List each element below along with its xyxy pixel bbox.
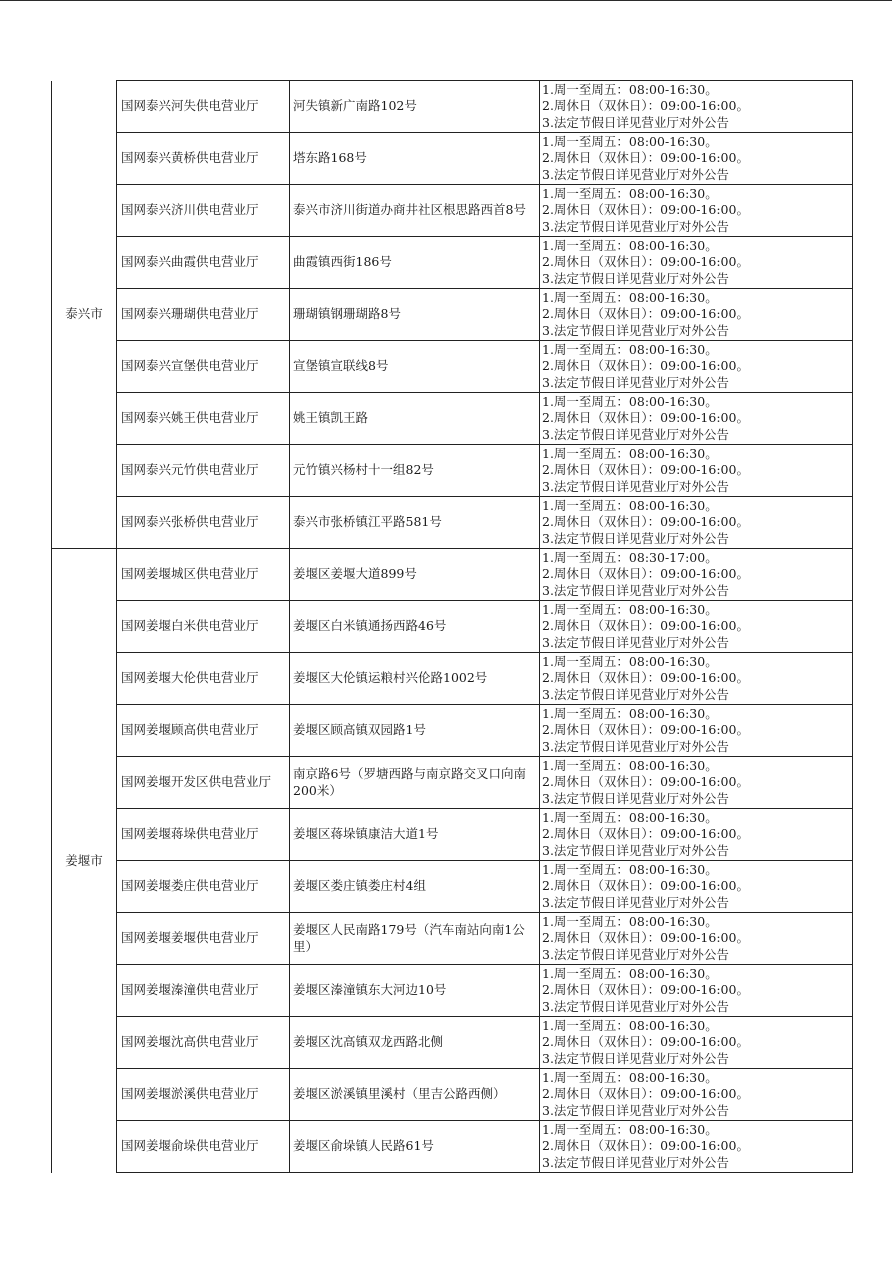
hours-cell	[540, 445, 853, 497]
service-hall-table	[51, 80, 853, 1173]
hours-line: 3.法定节假日详见营业厅对外公告	[542, 166, 729, 182]
hours-cell	[540, 341, 853, 393]
hall-name-cell: 国网姜堰溱潼供电营业厅	[117, 965, 290, 1017]
hours-line: 1.周一至周五：08:00-16:30。	[542, 237, 718, 253]
table-row	[52, 965, 853, 1017]
hours-line: 2.周休日（双休日）：09:00-16:00。	[542, 930, 749, 946]
hall-name-cell: 国网姜堰城区供电营业厅	[117, 549, 290, 601]
hours-line: 1.周一至周五：08:00-16:30。	[542, 757, 718, 773]
hours-line: 2.周休日（双休日）：09:00-16:00。	[542, 878, 749, 894]
hall-name-cell: 国网姜堰顾高供电营业厅	[117, 705, 290, 757]
address-cell: 姜堰区人民南路179号（汽车南站向南1公里）	[290, 913, 540, 965]
hall-name-cell: 国网姜堰白米供电营业厅	[117, 601, 290, 653]
table-row	[52, 1121, 853, 1173]
address-cell: 姜堰区淤溪镇里溪村（里吉公路西侧）	[290, 1069, 540, 1121]
hours-line: 3.法定节假日详见营业厅对外公告	[542, 218, 729, 234]
hours-line: 3.法定节假日详见营业厅对外公告	[542, 998, 729, 1014]
hours-line: 1.周一至周五：08:00-16:30。	[542, 809, 718, 825]
hours-line: 3.法定节假日详见营业厅对外公告	[542, 634, 729, 650]
hours-cell	[540, 601, 853, 653]
hours-line: 3.法定节假日详见营业厅对外公告	[542, 894, 729, 910]
hours-line: 2.周休日（双休日）：09:00-16:00。	[542, 1138, 749, 1154]
hours-line: 3.法定节假日详见营业厅对外公告	[542, 322, 729, 338]
hall-name-cell: 国网姜堰姜堰供电营业厅	[117, 913, 290, 965]
hall-name-cell: 国网姜堰开发区供电营业厅	[117, 757, 290, 809]
hours-cell	[540, 289, 853, 341]
hall-name-cell: 国网姜堰俞垛供电营业厅	[117, 1121, 290, 1173]
hours-line: 1.周一至周五：08:00-16:30。	[542, 445, 718, 461]
hours-cell	[540, 1069, 853, 1121]
hall-name-cell: 国网姜堰大伦供电营业厅	[117, 653, 290, 705]
table-row	[52, 497, 853, 549]
hours-cell	[540, 913, 853, 965]
hours-line: 3.法定节假日详见营业厅对外公告	[542, 530, 729, 546]
table-row	[52, 445, 853, 497]
hours-line: 3.法定节假日详见营业厅对外公告	[542, 478, 729, 494]
hours-line: 2.周休日（双休日）：09:00-16:00。	[542, 98, 749, 114]
hours-line: 1.周一至周五：08:00-16:30。	[542, 913, 718, 929]
hours-line: 3.法定节假日详见营业厅对外公告	[542, 842, 729, 858]
hours-line: 2.周休日（双休日）：09:00-16:00。	[542, 202, 749, 218]
hall-name-cell: 国网泰兴元竹供电营业厅	[117, 445, 290, 497]
hours-line: 2.周休日（双休日）：09:00-16:00。	[542, 462, 749, 478]
address-cell: 曲霞镇西街186号	[290, 237, 540, 289]
hall-name-cell: 国网泰兴张桥供电营业厅	[117, 497, 290, 549]
address-cell: 姜堰区沈高镇双龙西路北侧	[290, 1017, 540, 1069]
hall-name-cell: 国网姜堰淤溪供电营业厅	[117, 1069, 290, 1121]
hours-line: 2.周休日（双休日）：09:00-16:00。	[542, 774, 749, 790]
hours-line: 3.法定节假日详见营业厅对外公告	[542, 426, 729, 442]
table-row	[52, 705, 853, 757]
hours-line: 1.周一至周五：08:00-16:30。	[542, 81, 718, 97]
hall-name-cell: 国网泰兴济川供电营业厅	[117, 185, 290, 237]
hours-line: 1.周一至周五：08:00-16:30。	[542, 1069, 718, 1085]
table-row	[52, 809, 853, 861]
table-row	[52, 341, 853, 393]
hours-line: 1.周一至周五：08:00-16:30。	[542, 133, 718, 149]
hours-line: 1.周一至周五：08:00-16:30。	[542, 341, 718, 357]
table-row	[52, 757, 853, 809]
hours-line: 2.周休日（双休日）：09:00-16:00。	[542, 514, 749, 530]
table-row	[52, 549, 853, 601]
hall-name-cell: 国网泰兴珊瑚供电营业厅	[117, 289, 290, 341]
table-row	[52, 861, 853, 913]
hours-line: 2.周休日（双休日）：09:00-16:00。	[542, 306, 749, 322]
hall-name-cell: 国网泰兴姚王供电营业厅	[117, 393, 290, 445]
table-row	[52, 393, 853, 445]
address-cell: 塔东路168号	[290, 133, 540, 185]
hours-line: 2.周休日（双休日）：09:00-16:00。	[542, 358, 749, 374]
hours-line: 2.周休日（双休日）：09:00-16:00。	[542, 670, 749, 686]
top-rule	[0, 0, 892, 1]
table-row	[52, 601, 853, 653]
address-cell: 泰兴市济川街道办商井社区根思路西首8号	[290, 185, 540, 237]
hours-line: 1.周一至周五：08:00-16:30。	[542, 1121, 718, 1137]
hours-cell	[540, 497, 853, 549]
address-cell: 姚王镇凯王路	[290, 393, 540, 445]
table-row	[52, 81, 853, 133]
hours-line: 1.周一至周五：08:00-16:30。	[542, 185, 718, 201]
hours-line: 2.周休日（双休日）：09:00-16:00。	[542, 826, 749, 842]
address-cell: 珊瑚镇钢珊瑚路8号	[290, 289, 540, 341]
address-cell: 宣堡镇宣联线8号	[290, 341, 540, 393]
hall-name-cell: 国网泰兴曲霞供电营业厅	[117, 237, 290, 289]
hours-cell	[540, 705, 853, 757]
hours-cell	[540, 237, 853, 289]
hours-line: 2.周休日（双休日）：09:00-16:00。	[542, 722, 749, 738]
hall-name-cell: 国网泰兴河失供电营业厅	[117, 81, 290, 133]
hours-cell	[540, 1017, 853, 1069]
table-row	[52, 289, 853, 341]
hours-line: 1.周一至周五：08:00-16:30。	[542, 497, 718, 513]
hours-line: 1.周一至周五：08:30-17:00。	[542, 549, 718, 565]
table-row	[52, 185, 853, 237]
hours-cell	[540, 133, 853, 185]
hall-name-cell: 国网姜堰蒋垛供电营业厅	[117, 809, 290, 861]
address-cell: 元竹镇兴杨村十一组82号	[290, 445, 540, 497]
hours-line: 2.周休日（双休日）：09:00-16:00。	[542, 982, 749, 998]
hours-line: 3.法定节假日详见营业厅对外公告	[542, 738, 729, 754]
hours-line: 2.周休日（双休日）：09:00-16:00。	[542, 254, 749, 270]
hours-line: 3.法定节假日详见营业厅对外公告	[542, 1102, 729, 1118]
address-cell: 姜堰区姜堰大道899号	[290, 549, 540, 601]
hours-line: 1.周一至周五：08:00-16:30。	[542, 289, 718, 305]
table-row	[52, 653, 853, 705]
address-cell: 南京路6号（罗塘西路与南京路交叉口向南200米）	[290, 757, 540, 809]
hours-cell	[540, 549, 853, 601]
address-cell: 姜堰区顾高镇双园路1号	[290, 705, 540, 757]
hours-line: 1.周一至周五：08:00-16:30。	[542, 601, 718, 617]
hours-cell	[540, 965, 853, 1017]
hours-line: 3.法定节假日详见营业厅对外公告	[542, 946, 729, 962]
hours-line: 3.法定节假日详见营业厅对外公告	[542, 270, 729, 286]
address-cell: 姜堰区溱潼镇东大河边10号	[290, 965, 540, 1017]
table-row	[52, 1069, 853, 1121]
hours-cell	[540, 757, 853, 809]
address-cell: 泰兴市张桥镇江平路581号	[290, 497, 540, 549]
hours-line: 3.法定节假日详见营业厅对外公告	[542, 374, 729, 390]
table-row	[52, 237, 853, 289]
hours-line: 2.周休日（双休日）：09:00-16:00。	[542, 410, 749, 426]
hours-line: 3.法定节假日详见营业厅对外公告	[542, 1050, 729, 1066]
table-row	[52, 913, 853, 965]
hours-line: 2.周休日（双休日）：09:00-16:00。	[542, 1086, 749, 1102]
city-cell: 泰兴市	[52, 81, 117, 549]
address-cell: 姜堰区大伦镇运粮村兴伦路1002号	[290, 653, 540, 705]
city-cell: 姜堰市	[52, 549, 117, 1173]
hours-cell	[540, 393, 853, 445]
hours-cell	[540, 861, 853, 913]
address-cell: 姜堰区俞垛镇人民路61号	[290, 1121, 540, 1173]
hours-line: 1.周一至周五：08:00-16:30。	[542, 393, 718, 409]
hall-name-cell: 国网泰兴黄桥供电营业厅	[117, 133, 290, 185]
hours-line: 2.周休日（双休日）：09:00-16:00。	[542, 150, 749, 166]
address-cell: 姜堰区白米镇通扬西路46号	[290, 601, 540, 653]
hall-name-cell: 国网姜堰娄庄供电营业厅	[117, 861, 290, 913]
hours-line: 1.周一至周五：08:00-16:30。	[542, 861, 718, 877]
hours-line: 3.法定节假日详见营业厅对外公告	[542, 114, 729, 130]
hours-line: 2.周休日（双休日）：09:00-16:00。	[542, 566, 749, 582]
hours-line: 3.法定节假日详见营业厅对外公告	[542, 790, 729, 806]
hours-line: 1.周一至周五：08:00-16:30。	[542, 1017, 718, 1033]
hours-cell	[540, 81, 853, 133]
hours-cell	[540, 653, 853, 705]
hours-line: 1.周一至周五：08:00-16:30。	[542, 705, 718, 721]
hours-line: 3.法定节假日详见营业厅对外公告	[542, 582, 729, 598]
hours-line: 3.法定节假日详见营业厅对外公告	[542, 686, 729, 702]
hours-line: 1.周一至周五：08:00-16:30。	[542, 653, 718, 669]
table-body	[52, 81, 853, 1173]
hall-name-cell: 国网泰兴宣堡供电营业厅	[117, 341, 290, 393]
address-cell: 姜堰区娄庄镇娄庄村4组	[290, 861, 540, 913]
hours-line: 2.周休日（双休日）：09:00-16:00。	[542, 1034, 749, 1050]
hall-name-cell: 国网姜堰沈高供电营业厅	[117, 1017, 290, 1069]
address-cell: 河失镇新广南路102号	[290, 81, 540, 133]
table-row	[52, 1017, 853, 1069]
hours-line: 3.法定节假日详见营业厅对外公告	[542, 1154, 729, 1170]
hours-cell	[540, 185, 853, 237]
hours-cell	[540, 1121, 853, 1173]
hours-line: 2.周休日（双休日）：09:00-16:00。	[542, 618, 749, 634]
table-row	[52, 133, 853, 185]
hours-line: 1.周一至周五：08:00-16:30。	[542, 965, 718, 981]
address-cell: 姜堰区蒋垛镇康洁大道1号	[290, 809, 540, 861]
hours-cell	[540, 809, 853, 861]
